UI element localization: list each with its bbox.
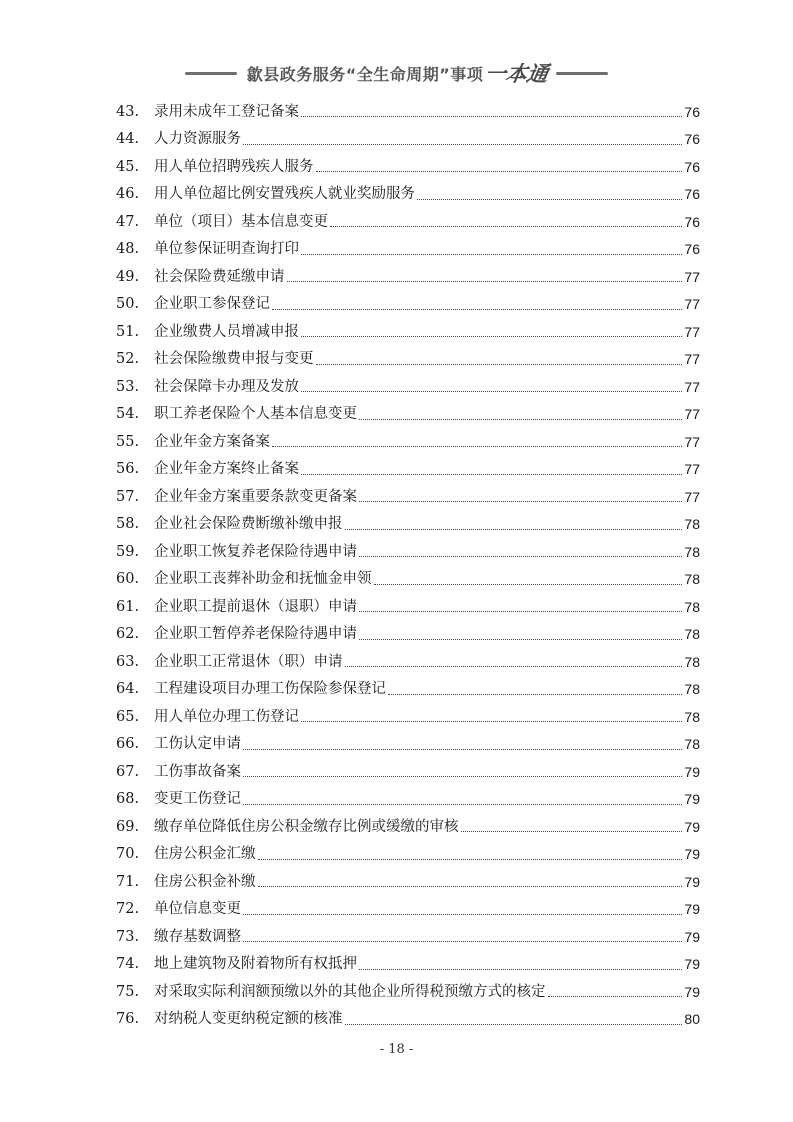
toc-entry-page: 76 (684, 131, 700, 148)
toc-dot-leader (359, 556, 682, 557)
toc-dot-leader (461, 831, 683, 832)
header-rule-left (185, 72, 237, 75)
toc-entry-title: 社会保障卡办理及发放 (154, 378, 299, 395)
toc-entry[interactable] (116, 236, 700, 264)
toc-entry[interactable] (116, 896, 700, 924)
toc-dot-leader (316, 171, 683, 172)
toc-dot-leader (243, 776, 682, 777)
toc-dot-leader (243, 144, 682, 145)
toc-entry-number: 60. (116, 571, 140, 587)
toc-entry[interactable] (116, 318, 700, 346)
toc-entry-number: 53. (116, 378, 140, 395)
toc-entry-page: 79 (684, 928, 700, 945)
toc-entry[interactable] (116, 758, 700, 786)
toc-entry-title: 企业职工恢复养老保险待遇申请 (154, 543, 357, 560)
toc-entry[interactable] (116, 813, 700, 841)
toc-dot-leader (272, 446, 682, 447)
toc-entry[interactable] (116, 153, 700, 181)
toc-entry-number: 69. (116, 818, 140, 835)
toc-entry-number: 64. (116, 681, 140, 697)
toc-entry-title: 企业职工参保登记 (154, 296, 270, 312)
toc-entry-page: 77 (684, 433, 700, 450)
toc-entry-page: 78 (684, 708, 700, 725)
toc-entry[interactable] (116, 566, 700, 594)
toc-entry-title: 单位参保证明查询打印 (154, 241, 299, 257)
toc-entry-number: 49. (116, 268, 140, 285)
toc-entry-page: 79 (684, 983, 700, 1000)
toc-entry-page: 77 (684, 323, 700, 340)
toc-entry-number: 70. (116, 846, 140, 862)
toc-entry-number: 56. (116, 461, 140, 477)
header-title: 歙县政务服务“全生命周期”事项 (246, 64, 484, 84)
toc-entry-number: 67. (116, 763, 140, 780)
toc-entry[interactable] (116, 181, 700, 209)
toc-entry-page: 79 (684, 818, 700, 835)
toc-entry-number: 51. (116, 323, 140, 340)
toc-dot-leader (359, 639, 682, 640)
toc-entry-title: 用人单位招聘残疾人服务 (154, 158, 314, 175)
toc-entry[interactable] (116, 923, 700, 951)
toc-entry-number: 71. (116, 873, 140, 890)
toc-entry-number: 75. (116, 983, 140, 1000)
toc-entry-title: 工程建设项目办理工伤保险参保登记 (154, 681, 386, 697)
page-number: - 18 - (379, 1042, 414, 1057)
toc-entry-page: 78 (684, 653, 700, 670)
toc-entry-title: 对采取实际利润额预缴以外的其他企业所得税预缴方式的核定 (154, 983, 546, 1000)
toc-entry-title: 社会保险缴费申报与变更 (154, 351, 314, 367)
toc-entry-page: 78 (684, 598, 700, 615)
toc-entry-number: 66. (116, 736, 140, 752)
toc-entry-page: 77 (684, 351, 700, 368)
toc-dot-leader (548, 996, 683, 997)
toc-entry[interactable] (116, 676, 700, 704)
toc-entry-title: 单位（项目）基本信息变更 (154, 213, 328, 230)
toc-entry[interactable] (116, 951, 700, 979)
toc-entry-title: 企业年金方案终止备案 (154, 461, 299, 477)
toc-dot-leader (243, 914, 682, 915)
toc-dot-leader (301, 721, 682, 722)
toc-entry-title: 企业缴费人员增减申报 (154, 323, 299, 340)
toc-entry[interactable] (116, 1006, 700, 1034)
toc-dot-leader (258, 886, 683, 887)
toc-entry[interactable] (116, 346, 700, 374)
toc-dot-leader (330, 226, 682, 227)
toc-entry[interactable] (116, 428, 700, 456)
toc-entry-number: 73. (116, 928, 140, 945)
toc-dot-leader (301, 474, 682, 475)
toc-entry[interactable] (116, 841, 700, 869)
toc-entry-title: 企业年金方案备案 (154, 433, 270, 450)
toc-dot-leader (345, 529, 683, 530)
toc-entry[interactable] (116, 511, 700, 539)
toc-entry-title: 企业职工提前退休（退职）申请 (154, 598, 357, 615)
toc-dot-leader (287, 281, 683, 282)
toc-entry-number: 52. (116, 351, 140, 367)
toc-dot-leader (301, 391, 682, 392)
toc-entry-number: 65. (116, 708, 140, 725)
toc-entry-page: 78 (684, 571, 700, 588)
toc-entry-number: 63. (116, 653, 140, 670)
toc-dot-leader (345, 666, 683, 667)
toc-entry-page: 79 (684, 846, 700, 863)
toc-dot-leader (243, 749, 682, 750)
toc-entry-page: 76 (684, 103, 700, 120)
toc-entry[interactable] (116, 98, 700, 126)
toc-entry-title: 单位信息变更 (154, 901, 241, 917)
toc-entry[interactable] (116, 731, 700, 759)
table-of-contents (116, 98, 700, 1033)
toc-entry-number: 48. (116, 241, 140, 257)
toc-entry-page: 77 (684, 488, 700, 505)
toc-entry-page: 79 (684, 791, 700, 808)
toc-entry[interactable] (116, 373, 700, 401)
toc-entry-number: 46. (116, 186, 140, 202)
toc-entry-page: 78 (684, 681, 700, 698)
toc-entry-title: 住房公积金汇缴 (154, 846, 256, 862)
header-logo: 一本通 (482, 62, 551, 86)
toc-entry-page: 79 (684, 873, 700, 890)
toc-entry-title: 企业职工丧葬补助金和抚恤金申领 (154, 571, 372, 587)
toc-entry-title: 录用未成年工登记备案 (154, 103, 299, 120)
toc-entry-number: 59. (116, 543, 140, 560)
toc-entry-title: 人力资源服务 (154, 131, 241, 147)
toc-dot-leader (388, 694, 682, 695)
toc-entry-number: 50. (116, 296, 140, 312)
toc-entry-number: 44. (116, 131, 140, 147)
toc-entry-page: 78 (684, 736, 700, 753)
toc-entry[interactable] (116, 978, 700, 1006)
toc-entry-number: 61. (116, 598, 140, 615)
toc-entry-title: 企业职工正常退休（职）申请 (154, 653, 343, 670)
toc-entry-page: 76 (684, 158, 700, 175)
toc-entry-title: 企业年金方案重要条款变更备案 (154, 488, 357, 505)
toc-entry-title: 地上建筑物及附着物所有权抵押 (154, 956, 357, 972)
toc-entry-page: 77 (684, 296, 700, 313)
toc-dot-leader (359, 969, 682, 970)
toc-entry[interactable] (116, 208, 700, 236)
toc-entry-number: 72. (116, 901, 140, 917)
toc-entry[interactable] (116, 263, 700, 291)
toc-entry[interactable] (116, 703, 700, 731)
toc-entry-page: 79 (684, 763, 700, 780)
toc-entry-title: 变更工伤登记 (154, 791, 241, 807)
toc-dot-leader (258, 859, 683, 860)
toc-entry-page: 77 (684, 378, 700, 395)
toc-entry-title: 缴存基数调整 (154, 928, 241, 945)
toc-entry-title: 缴存单位降低住房公积金缴存比例或缓缴的审核 (154, 818, 459, 835)
toc-dot-leader (301, 254, 682, 255)
toc-dot-leader (243, 804, 682, 805)
toc-entry-title: 职工养老保险个人基本信息变更 (154, 406, 357, 422)
toc-entry-page: 76 (684, 241, 700, 258)
toc-entry-number: 62. (116, 626, 140, 642)
page-header (0, 58, 793, 88)
toc-entry-page: 80 (684, 1011, 700, 1028)
toc-entry-title: 社会保险费延缴申请 (154, 268, 285, 285)
toc-entry-number: 47. (116, 213, 140, 230)
toc-entry-title: 用人单位超比例安置残疾人就业奖励服务 (154, 186, 415, 202)
toc-entry[interactable] (116, 456, 700, 484)
toc-entry-number: 58. (116, 516, 140, 532)
toc-entry[interactable] (116, 593, 700, 621)
toc-entry[interactable] (116, 126, 700, 154)
toc-entry-title: 工伤事故备案 (154, 763, 241, 780)
toc-entry[interactable] (116, 621, 700, 649)
toc-entry-title: 企业社会保险费断缴补缴申报 (154, 516, 343, 532)
toc-dot-leader (374, 584, 683, 585)
toc-entry-page: 78 (684, 516, 700, 533)
toc-entry-title: 对纳税人变更纳税定额的核准 (154, 1011, 343, 1027)
toc-entry-title: 用人单位办理工伤登记 (154, 708, 299, 725)
toc-entry-page: 77 (684, 406, 700, 423)
toc-entry[interactable] (116, 483, 700, 511)
header-rule-right (556, 72, 608, 75)
toc-dot-leader (316, 364, 683, 365)
toc-entry-page: 76 (684, 213, 700, 230)
toc-entry-page: 79 (684, 956, 700, 973)
toc-entry[interactable] (116, 538, 700, 566)
toc-entry-number: 76. (116, 1011, 140, 1027)
toc-entry-page: 79 (684, 901, 700, 918)
toc-entry-page: 76 (684, 186, 700, 203)
toc-entry[interactable] (116, 401, 700, 429)
toc-dot-leader (243, 941, 682, 942)
toc-dot-leader (301, 336, 682, 337)
toc-dot-leader (359, 611, 682, 612)
toc-entry-number: 74. (116, 956, 140, 972)
toc-dot-leader (345, 1024, 683, 1025)
toc-entry-title: 企业职工暂停养老保险待遇申请 (154, 626, 357, 642)
toc-entry[interactable] (116, 786, 700, 814)
toc-entry-page: 78 (684, 626, 700, 643)
toc-entry-title: 住房公积金补缴 (154, 873, 256, 890)
toc-entry[interactable] (116, 868, 700, 896)
toc-entry-number: 43. (116, 103, 140, 120)
toc-entry[interactable] (116, 291, 700, 319)
toc-dot-leader (359, 419, 682, 420)
toc-entry[interactable] (116, 648, 700, 676)
toc-entry-title: 工伤认定申请 (154, 736, 241, 752)
toc-entry-page: 77 (684, 461, 700, 478)
toc-dot-leader (301, 116, 682, 117)
toc-entry-number: 45. (116, 158, 140, 175)
toc-dot-leader (417, 199, 682, 200)
toc-dot-leader (359, 501, 682, 502)
toc-entry-number: 55. (116, 433, 140, 450)
toc-dot-leader (272, 309, 682, 310)
toc-entry-page: 77 (684, 268, 700, 285)
toc-entry-page: 78 (684, 543, 700, 560)
toc-entry-number: 57. (116, 488, 140, 505)
toc-entry-number: 68. (116, 791, 140, 807)
toc-entry-number: 54. (116, 406, 140, 422)
